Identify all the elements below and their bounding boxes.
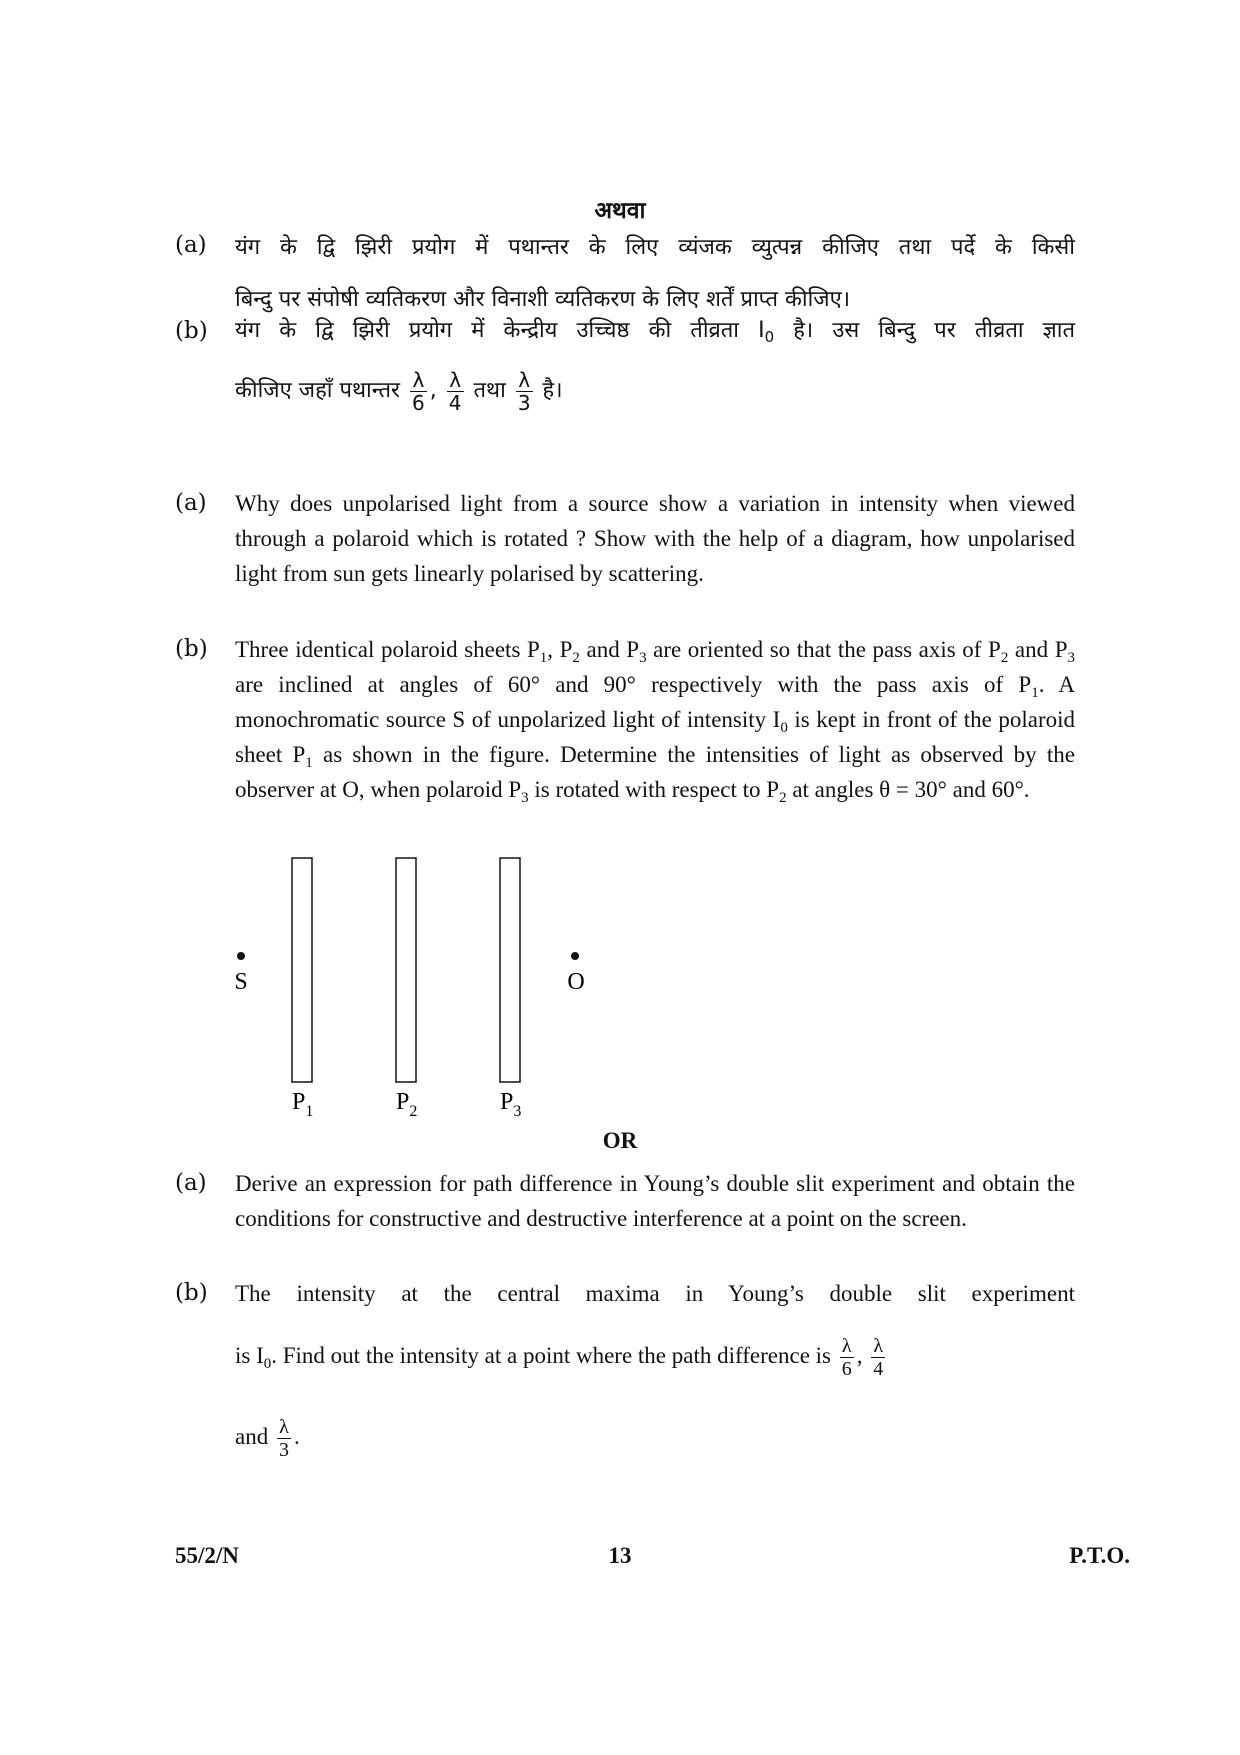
fraction-lambda-4: $\frac{\lambda}{4}$ [873,1335,884,1380]
question-text: यंग के द्वि झिरी प्रयोग में केन्द्रीय उच्चिष्ठ की तीव्रता $I_0$ है। उस बिन्दु पर तीव्रता ज्ञात कीजिए जहाँ पथान्तर $\frac{\lambda}{6}$ , $\frac{\lambda}{4}$ तथा $\frac{\lambda}{3}$ है। [235,318,1075,415]
question-text: Derive an expression for path difference in Young’s double slit experiment and obtain the conditions for constructive and destructive interference at a point on the screen. [235,1171,1075,1231]
question-text: यंग के द्वि झिरी प्रयोग में पथान्तर के लिए व्यंजक व्युत्पन्न कीजिए तथा पर्दे के किसी बिन्दु पर संपोषी व्यतिकरण और विनाशी व्यतिकरण के लिए शर्तें प्राप्त कीजिए। [235,235,1075,312]
question-label: (b) [175,318,208,344]
paper-code: 55/2/N [175,1543,239,1568]
question-label: (a) [175,1170,207,1196]
polaroid-sheet-p1 [292,858,312,1082]
question-label: (b) [175,636,208,662]
fraction-lambda-4: $\frac{\lambda}{4}$ [448,367,462,415]
sheet-label-p1: $P_1$ [292,1089,314,1120]
question-text: Three identical polaroid sheets $P_1$, $P_2$ and $P_3$ are oriented so that the pass axis of $P_2$ and $P_3$ are inclined at angles of 60° and 90° respectively with the pass axis of $P_1$. A monochromatic source S of unpolarized light of intensity $I_0$ is kept in front of the polaroid sheet $P_1$ as shown in the figure. Determine the intensities of light as observed by the observer at O, when polaroid $P_3$ is rotated with respect to $P_2$ at angles θ = 30° and 60°. [235,637,1076,806]
polaroid-sheet-p3 [500,858,520,1082]
page-number: 13 [608,1543,632,1568]
observer-dot [571,952,579,960]
fraction-lambda-3: $\frac{\lambda}{3}$ [278,1416,289,1461]
hindi-or-heading: अथवा [594,198,646,224]
english-or-heading: OR [602,1128,638,1153]
sheet-label-p2: $P_2$ [396,1089,418,1120]
question-label: (a) [175,232,207,258]
question-text: The intensity at the central maxima in Young’s double slit experiment is $I_0$. Find out the intensity at a point where the path difference is $\frac{\lambda}{6}$ , $\frac{\lambda}{4}$ and $\frac{\lambda}{3}$ . [235,1281,1075,1461]
source-label: S [234,969,248,995]
question-label: (b) [175,1280,208,1306]
polaroid-sheet-p2 [396,858,416,1082]
interference-question-a [175,1166,1075,1236]
pto-note: P.T.O. [1069,1543,1130,1568]
source-dot [237,952,245,960]
sheet-label-p3: $P_3$ [500,1089,522,1120]
fraction-lambda-6: $\frac{\lambda}{6}$ [412,367,425,415]
question-label: (a) [175,490,207,516]
interference-question-b [175,1276,1075,1461]
fraction-lambda-3: $\frac{\lambda}{3}$ [517,367,531,415]
question-text: Why does unpolarised light from a source show a variation in intensity when viewed through a polaroid which is rotated ? Show with the help of a diagram, how unpolarised light from sun gets linearly polarised by scattering. [235,491,1075,586]
fraction-lambda-6: $\frac{\lambda}{6}$ [841,1335,852,1380]
observer-label: O [567,969,585,995]
